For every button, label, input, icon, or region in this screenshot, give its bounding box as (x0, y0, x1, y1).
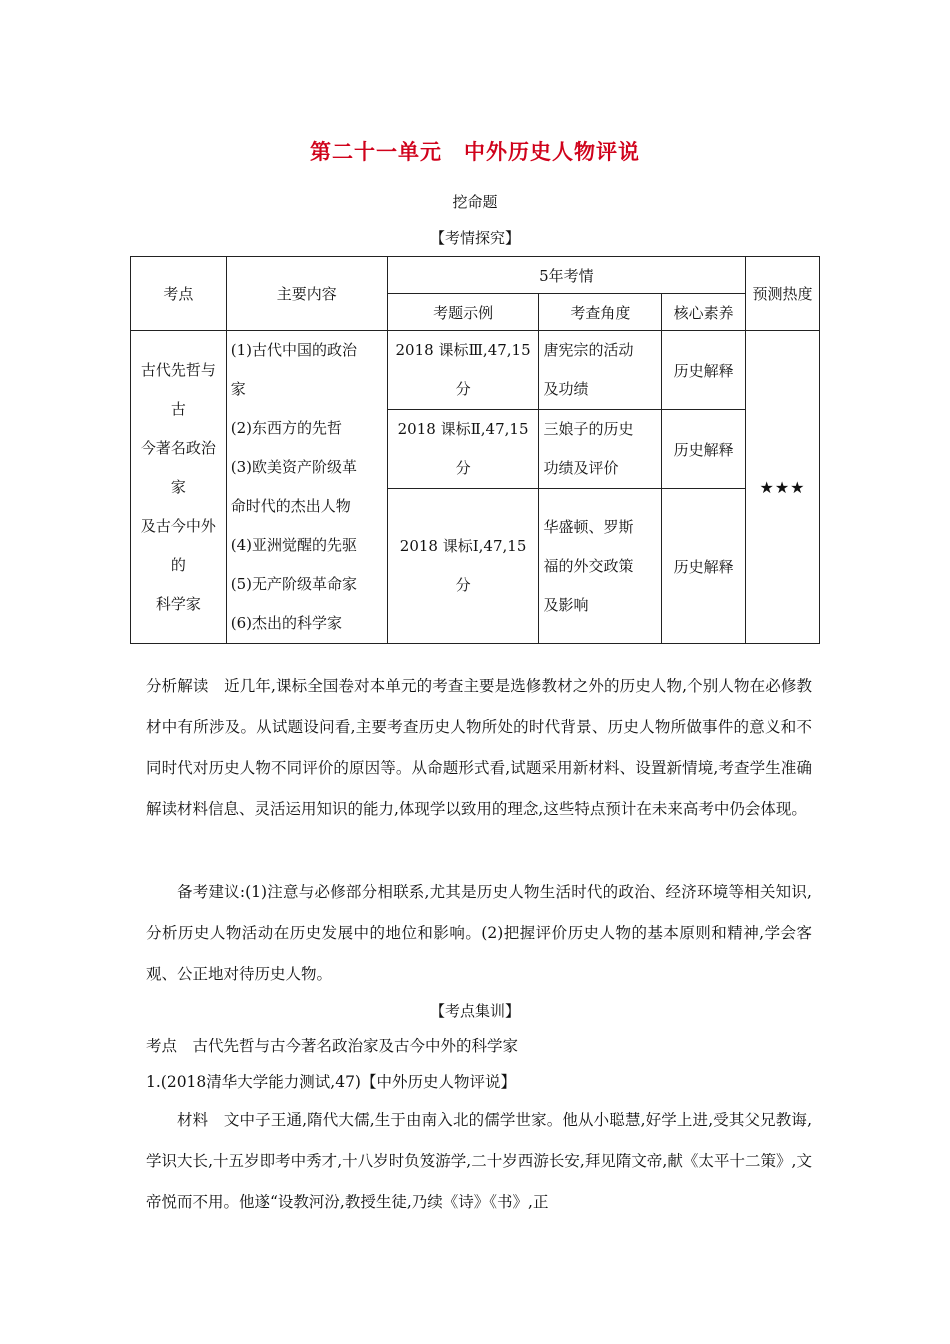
angle-line: 及功绩 (543, 380, 589, 398)
header-kaodian: 考点 (131, 257, 227, 331)
header-literacy: 核心素养 (662, 294, 746, 331)
section-heading-training: 【考点集训】 (429, 1002, 520, 1020)
content-line: 命时代的杰出人物 (230, 497, 351, 515)
angle-line: 三娘子的历史 (543, 420, 634, 438)
example-line: 2018 课标Ⅰ,47,15 (399, 537, 527, 555)
header-example: 考题示例 (387, 294, 539, 331)
kaodian-line: 古代先哲与 (140, 360, 216, 379)
header-angle: 考查角度 (539, 294, 662, 331)
example-cell (387, 489, 539, 644)
content-line: (5)无产阶级革命家 (230, 575, 358, 593)
kaodian-line: 今著名政治 (140, 438, 216, 457)
example-cell (387, 331, 539, 410)
heat-rating: ★★★ (746, 331, 820, 644)
example-line: 分 (455, 459, 471, 477)
angle-line: 唐宪宗的活动 (543, 341, 634, 359)
example-line: 分 (455, 576, 471, 594)
angle-line: 及影响 (543, 595, 589, 614)
kaodian-cell (131, 331, 227, 644)
question-heading: 1.(2018清华大学能力测试,47)【中外历史人物评说】 (146, 1073, 516, 1091)
kaodian-line: 及古今中外 (140, 516, 216, 535)
analysis-paragraph: 分析解读 近几年,课标全国卷对本单元的考查主要是选修教材之外的历史人物,个别人物在必修教材中有所涉及。从试题设问看,主要考查历史人物所处的时代背景、历史人物所做事件的意义和不同时代对历史人物不同评价的原因等。从命题形式看,试题采用新材料、设置新情境,考查学生准确解读材料信息、灵活运用知识的能力,体现学以致用的理念,这些特点预计在未来高考中仍会体现。 (146, 677, 812, 818)
content-cell (226, 331, 387, 644)
header-five-years: 5年考情 (387, 257, 745, 294)
angle-line: 福的外交政策 (543, 556, 634, 575)
angle-line: 功绩及评价 (543, 459, 619, 477)
example-line: 2018 课标Ⅱ,47,15 (397, 420, 529, 438)
content-line: (6)杰出的科学家 (230, 614, 343, 632)
angle-cell (539, 410, 662, 489)
example-cell (387, 410, 539, 489)
kaodian-line: 古 (170, 399, 186, 418)
kaodian-line: 的 (170, 555, 186, 574)
angle-cell (539, 489, 662, 644)
content-line: (1)古代中国的政治 (230, 341, 358, 359)
kaodian-heading: 考点 古代先哲与古今著名政治家及古今中外的科学家 (146, 1037, 519, 1055)
section-heading-exam-analysis: 【考情探究】 (429, 229, 520, 247)
literacy-cell: 历史解释 (662, 410, 746, 489)
content-line: (2)东西方的先哲 (230, 419, 343, 437)
content-line: 家 (230, 380, 246, 398)
angle-cell (539, 331, 662, 410)
kaodian-line: 家 (170, 477, 186, 496)
header-heat: 预测热度 (746, 257, 820, 331)
literacy-cell: 历史解释 (662, 331, 746, 410)
example-line: 分 (455, 380, 471, 398)
content-line: (3)欧美资产阶级革 (230, 458, 358, 476)
header-content: 主要内容 (226, 257, 387, 331)
subtitle: 挖命题 (452, 193, 498, 211)
angle-line: 华盛顿、罗斯 (543, 517, 634, 536)
page-title: 第二十一单元 中外历史人物评说 (310, 140, 640, 164)
kaodian-line: 科学家 (155, 594, 201, 613)
example-line: 2018 课标Ⅲ,47,15 (395, 341, 531, 359)
material-paragraph: 材料 文中子王通,隋代大儒,生于由南入北的儒学世家。他从小聪慧,好学上进,受其父兄教诲,学识大长,十五岁即考中秀才,十八岁时负笈游学,二十岁西游长安,拜见隋文帝,献《太平十二策》,文帝悦而不用。他遂“设教河汾,教授生徒,乃续《诗》《书》,正 (146, 1111, 812, 1211)
literacy-cell: 历史解释 (662, 489, 746, 644)
exam-analysis-table (130, 256, 820, 644)
advice-paragraph: 备考建议:(1)注意与必修部分相联系,尤其是历史人物生活时代的政治、经济环境等相关知识,分析历史人物活动在历史发展中的地位和影响。(2)把握评价历史人物的基本原则和精神,学会客观、公正地对待历史人物。 (146, 883, 812, 983)
content-line: (4)亚洲觉醒的先驱 (230, 536, 358, 554)
